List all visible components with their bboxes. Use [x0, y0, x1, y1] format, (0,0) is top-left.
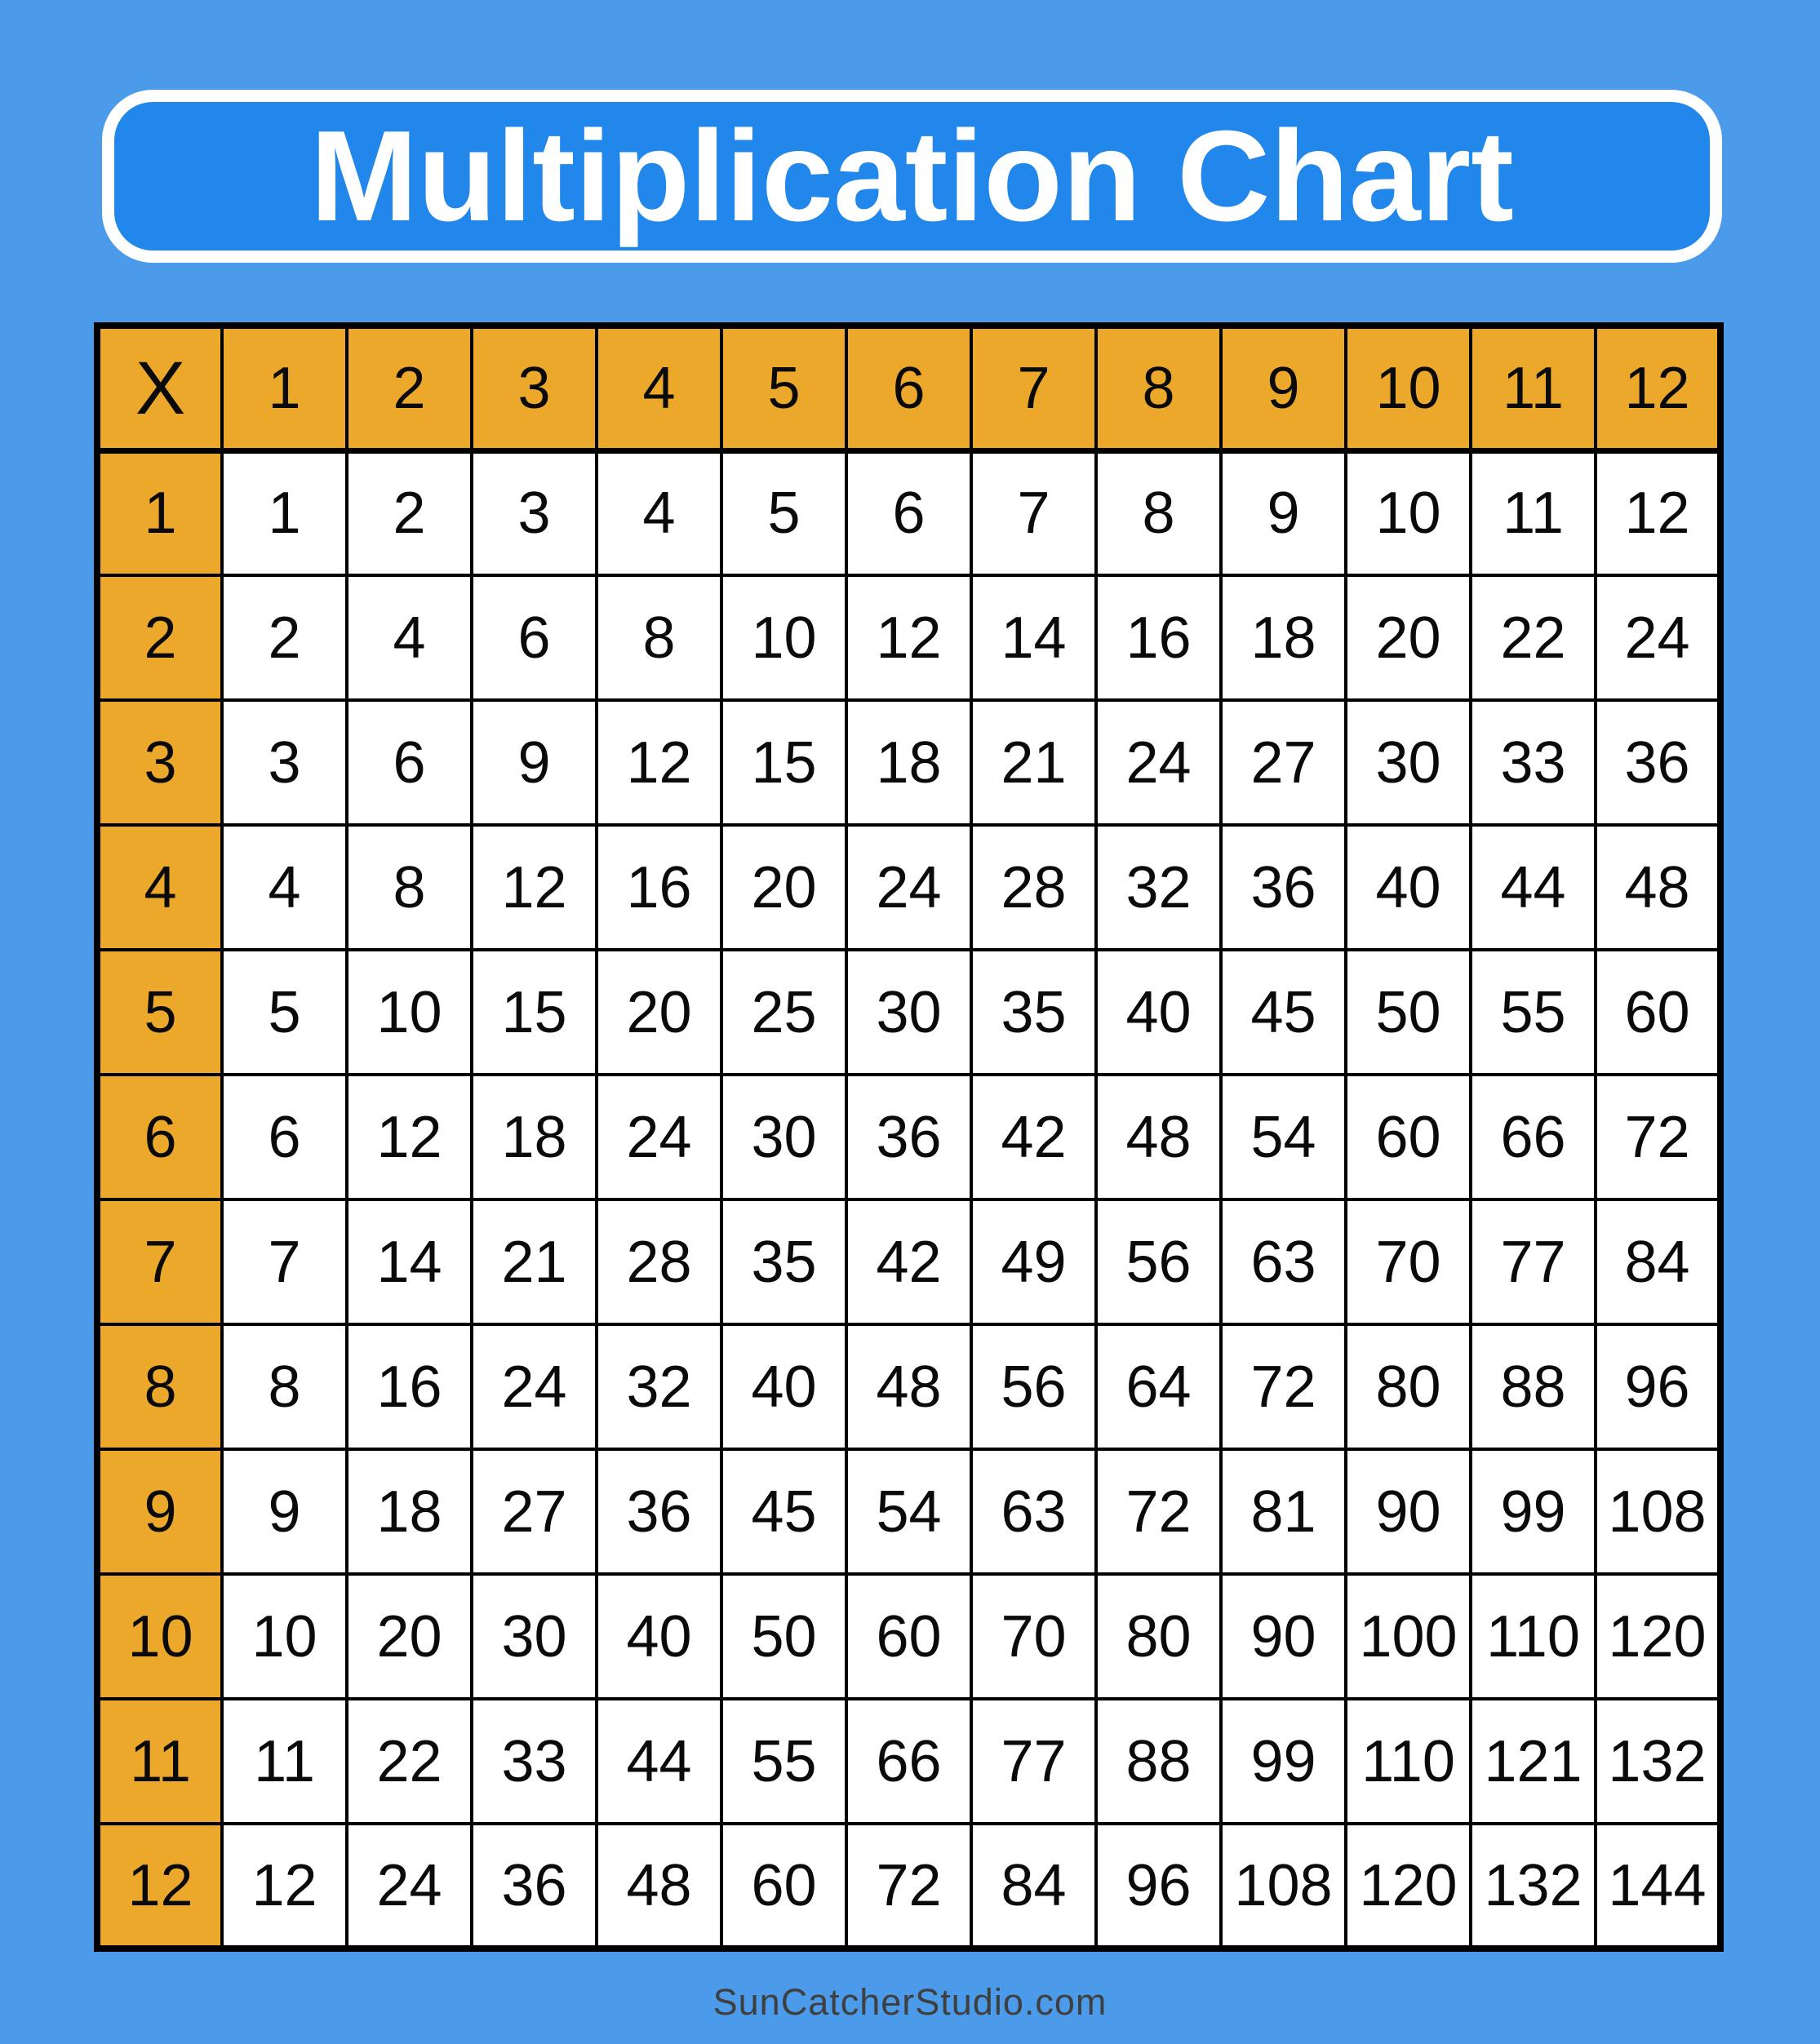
product-cell: 100: [1346, 1574, 1471, 1699]
product-cell: 3: [222, 700, 347, 825]
product-cell: 40: [597, 1574, 721, 1699]
column-header-cell: 1: [222, 326, 347, 450]
product-cell: 10: [347, 950, 472, 1075]
column-header-cell: 2: [347, 326, 472, 450]
product-cell: 63: [1221, 1199, 1346, 1324]
product-cell: 42: [846, 1199, 971, 1324]
product-cell: 144: [1596, 1824, 1720, 1949]
table-row: [97, 1324, 1720, 1449]
product-cell: 12: [1596, 450, 1720, 575]
product-cell: 48: [846, 1324, 971, 1449]
product-cell: 9: [1221, 450, 1346, 575]
product-cell: 54: [846, 1449, 971, 1574]
product-cell: 7: [222, 1199, 347, 1324]
product-cell: 80: [1346, 1324, 1471, 1449]
product-cell: 66: [846, 1699, 971, 1824]
product-cell: 20: [597, 950, 721, 1075]
product-cell: 70: [971, 1574, 1096, 1699]
product-cell: 14: [347, 1199, 472, 1324]
product-cell: 56: [1096, 1199, 1221, 1324]
page-title: Multiplication Chart: [310, 104, 1514, 248]
table-row: [97, 950, 1720, 1075]
product-cell: 30: [472, 1574, 597, 1699]
product-cell: 77: [1471, 1199, 1596, 1324]
product-cell: 32: [597, 1324, 721, 1449]
row-header-cell: 10: [97, 1574, 222, 1699]
product-cell: 2: [222, 575, 347, 700]
product-cell: 27: [1221, 700, 1346, 825]
product-cell: 12: [846, 575, 971, 700]
product-cell: 72: [1096, 1449, 1221, 1574]
product-cell: 7: [971, 450, 1096, 575]
product-cell: 3: [472, 450, 597, 575]
table-row: [97, 575, 1720, 700]
row-header-cell: 12: [97, 1824, 222, 1949]
product-cell: 60: [1346, 1075, 1471, 1199]
product-cell: 20: [721, 825, 846, 950]
product-cell: 15: [721, 700, 846, 825]
product-cell: 44: [1471, 825, 1596, 950]
table-row: [97, 1449, 1720, 1574]
product-cell: 36: [597, 1449, 721, 1574]
product-cell: 12: [222, 1824, 347, 1949]
product-cell: 49: [971, 1199, 1096, 1324]
product-cell: 9: [472, 700, 597, 825]
product-cell: 36: [472, 1824, 597, 1949]
product-cell: 99: [1471, 1449, 1596, 1574]
product-cell: 14: [971, 575, 1096, 700]
product-cell: 45: [1221, 950, 1346, 1075]
product-cell: 24: [597, 1075, 721, 1199]
product-cell: 36: [1221, 825, 1346, 950]
column-header-cell: 11: [1471, 326, 1596, 450]
product-cell: 9: [222, 1449, 347, 1574]
table-row: [97, 450, 1720, 575]
product-cell: 28: [597, 1199, 721, 1324]
product-cell: 2: [347, 450, 472, 575]
product-cell: 18: [472, 1075, 597, 1199]
product-cell: 84: [971, 1824, 1096, 1949]
product-cell: 11: [1471, 450, 1596, 575]
product-cell: 18: [1221, 575, 1346, 700]
table-row: [97, 1824, 1720, 1949]
product-cell: 96: [1096, 1824, 1221, 1949]
product-cell: 16: [347, 1324, 472, 1449]
row-header-cell: 4: [97, 825, 222, 950]
product-cell: 24: [1596, 575, 1720, 700]
product-cell: 77: [971, 1699, 1096, 1824]
product-cell: 1: [222, 450, 347, 575]
product-cell: 36: [1596, 700, 1720, 825]
product-cell: 5: [222, 950, 347, 1075]
product-cell: 20: [347, 1574, 472, 1699]
table-row: [97, 1199, 1720, 1324]
product-cell: 4: [597, 450, 721, 575]
product-cell: 42: [971, 1075, 1096, 1199]
product-cell: 108: [1221, 1824, 1346, 1949]
product-cell: 80: [1096, 1574, 1221, 1699]
product-cell: 4: [347, 575, 472, 700]
product-cell: 63: [971, 1449, 1096, 1574]
product-cell: 10: [222, 1574, 347, 1699]
row-header-cell: 5: [97, 950, 222, 1075]
product-cell: 40: [721, 1324, 846, 1449]
row-header-cell: 11: [97, 1699, 222, 1824]
product-cell: 33: [472, 1699, 597, 1824]
product-cell: 44: [597, 1699, 721, 1824]
product-cell: 10: [1346, 450, 1471, 575]
product-cell: 72: [1221, 1324, 1346, 1449]
product-cell: 90: [1221, 1574, 1346, 1699]
product-cell: 6: [347, 700, 472, 825]
row-header-cell: 7: [97, 1199, 222, 1324]
product-cell: 12: [347, 1075, 472, 1199]
product-cell: 6: [846, 450, 971, 575]
product-cell: 18: [347, 1449, 472, 1574]
product-cell: 33: [1471, 700, 1596, 825]
product-cell: 110: [1346, 1699, 1471, 1824]
product-cell: 40: [1346, 825, 1471, 950]
product-cell: 30: [1346, 700, 1471, 825]
product-cell: 32: [1096, 825, 1221, 950]
product-cell: 30: [721, 1075, 846, 1199]
product-cell: 8: [1096, 450, 1221, 575]
product-cell: 132: [1471, 1824, 1596, 1949]
table-row: [97, 700, 1720, 825]
row-header-cell: 1: [97, 450, 222, 575]
product-cell: 6: [222, 1075, 347, 1199]
product-cell: 50: [721, 1574, 846, 1699]
product-cell: 120: [1346, 1824, 1471, 1949]
product-cell: 60: [721, 1824, 846, 1949]
column-header-cell: 9: [1221, 326, 1346, 450]
row-header-cell: 2: [97, 575, 222, 700]
product-cell: 11: [222, 1699, 347, 1824]
product-cell: 88: [1471, 1324, 1596, 1449]
product-cell: 50: [1346, 950, 1471, 1075]
column-header-cell: 3: [472, 326, 597, 450]
column-header-cell: 10: [1346, 326, 1471, 450]
product-cell: 12: [597, 700, 721, 825]
product-cell: 24: [1096, 700, 1221, 825]
product-cell: 16: [597, 825, 721, 950]
corner-cell: X: [97, 326, 222, 450]
product-cell: 84: [1596, 1199, 1720, 1324]
product-cell: 8: [347, 825, 472, 950]
product-cell: 96: [1596, 1324, 1720, 1449]
product-cell: 72: [1596, 1075, 1720, 1199]
product-cell: 55: [1471, 950, 1596, 1075]
table-row: [97, 1574, 1720, 1699]
column-header-cell: 4: [597, 326, 721, 450]
product-cell: 48: [1096, 1075, 1221, 1199]
product-cell: 12: [472, 825, 597, 950]
multiplication-table: [94, 322, 1724, 1952]
product-cell: 56: [971, 1324, 1096, 1449]
product-cell: 8: [222, 1324, 347, 1449]
product-cell: 120: [1596, 1574, 1720, 1699]
product-cell: 22: [347, 1699, 472, 1824]
column-header-cell: 5: [721, 326, 846, 450]
product-cell: 60: [1596, 950, 1720, 1075]
product-cell: 24: [472, 1324, 597, 1449]
column-header-cell: 7: [971, 326, 1096, 450]
product-cell: 70: [1346, 1199, 1471, 1324]
product-cell: 22: [1471, 575, 1596, 700]
product-cell: 48: [1596, 825, 1720, 950]
product-cell: 20: [1346, 575, 1471, 700]
row-header-cell: 3: [97, 700, 222, 825]
product-cell: 28: [971, 825, 1096, 950]
product-cell: 64: [1096, 1324, 1221, 1449]
product-cell: 21: [472, 1199, 597, 1324]
product-cell: 24: [347, 1824, 472, 1949]
product-cell: 110: [1471, 1574, 1596, 1699]
title-banner: [102, 90, 1722, 263]
product-cell: 4: [222, 825, 347, 950]
product-cell: 27: [472, 1449, 597, 1574]
product-cell: 99: [1221, 1699, 1346, 1824]
product-cell: 81: [1221, 1449, 1346, 1574]
product-cell: 15: [472, 950, 597, 1075]
column-header-cell: 8: [1096, 326, 1221, 450]
product-cell: 24: [846, 825, 971, 950]
product-cell: 90: [1346, 1449, 1471, 1574]
product-cell: 16: [1096, 575, 1221, 700]
product-cell: 132: [1596, 1699, 1720, 1824]
table-row: [97, 825, 1720, 950]
product-cell: 55: [721, 1699, 846, 1824]
product-cell: 108: [1596, 1449, 1720, 1574]
table-row: [97, 1075, 1720, 1199]
product-cell: 35: [971, 950, 1096, 1075]
footer-credit: SunCatcherStudio.com: [712, 1981, 1108, 2023]
product-cell: 35: [721, 1199, 846, 1324]
product-cell: 40: [1096, 950, 1221, 1075]
product-cell: 121: [1471, 1699, 1596, 1824]
product-cell: 36: [846, 1075, 971, 1199]
column-header-cell: 6: [846, 326, 971, 450]
row-header-cell: 9: [97, 1449, 222, 1574]
product-cell: 48: [597, 1824, 721, 1949]
product-cell: 54: [1221, 1075, 1346, 1199]
product-cell: 10: [721, 575, 846, 700]
product-cell: 88: [1096, 1699, 1221, 1824]
row-header-cell: 6: [97, 1075, 222, 1199]
column-header-cell: 12: [1596, 326, 1720, 450]
table-row: [97, 1699, 1720, 1824]
product-cell: 72: [846, 1824, 971, 1949]
product-cell: 6: [472, 575, 597, 700]
product-cell: 30: [846, 950, 971, 1075]
product-cell: 18: [846, 700, 971, 825]
product-cell: 5: [721, 450, 846, 575]
product-cell: 21: [971, 700, 1096, 825]
product-cell: 25: [721, 950, 846, 1075]
product-cell: 45: [721, 1449, 846, 1574]
header-row: [97, 326, 1720, 450]
row-header-cell: 8: [97, 1324, 222, 1449]
product-cell: 66: [1471, 1075, 1596, 1199]
product-cell: 8: [597, 575, 721, 700]
product-cell: 60: [846, 1574, 971, 1699]
